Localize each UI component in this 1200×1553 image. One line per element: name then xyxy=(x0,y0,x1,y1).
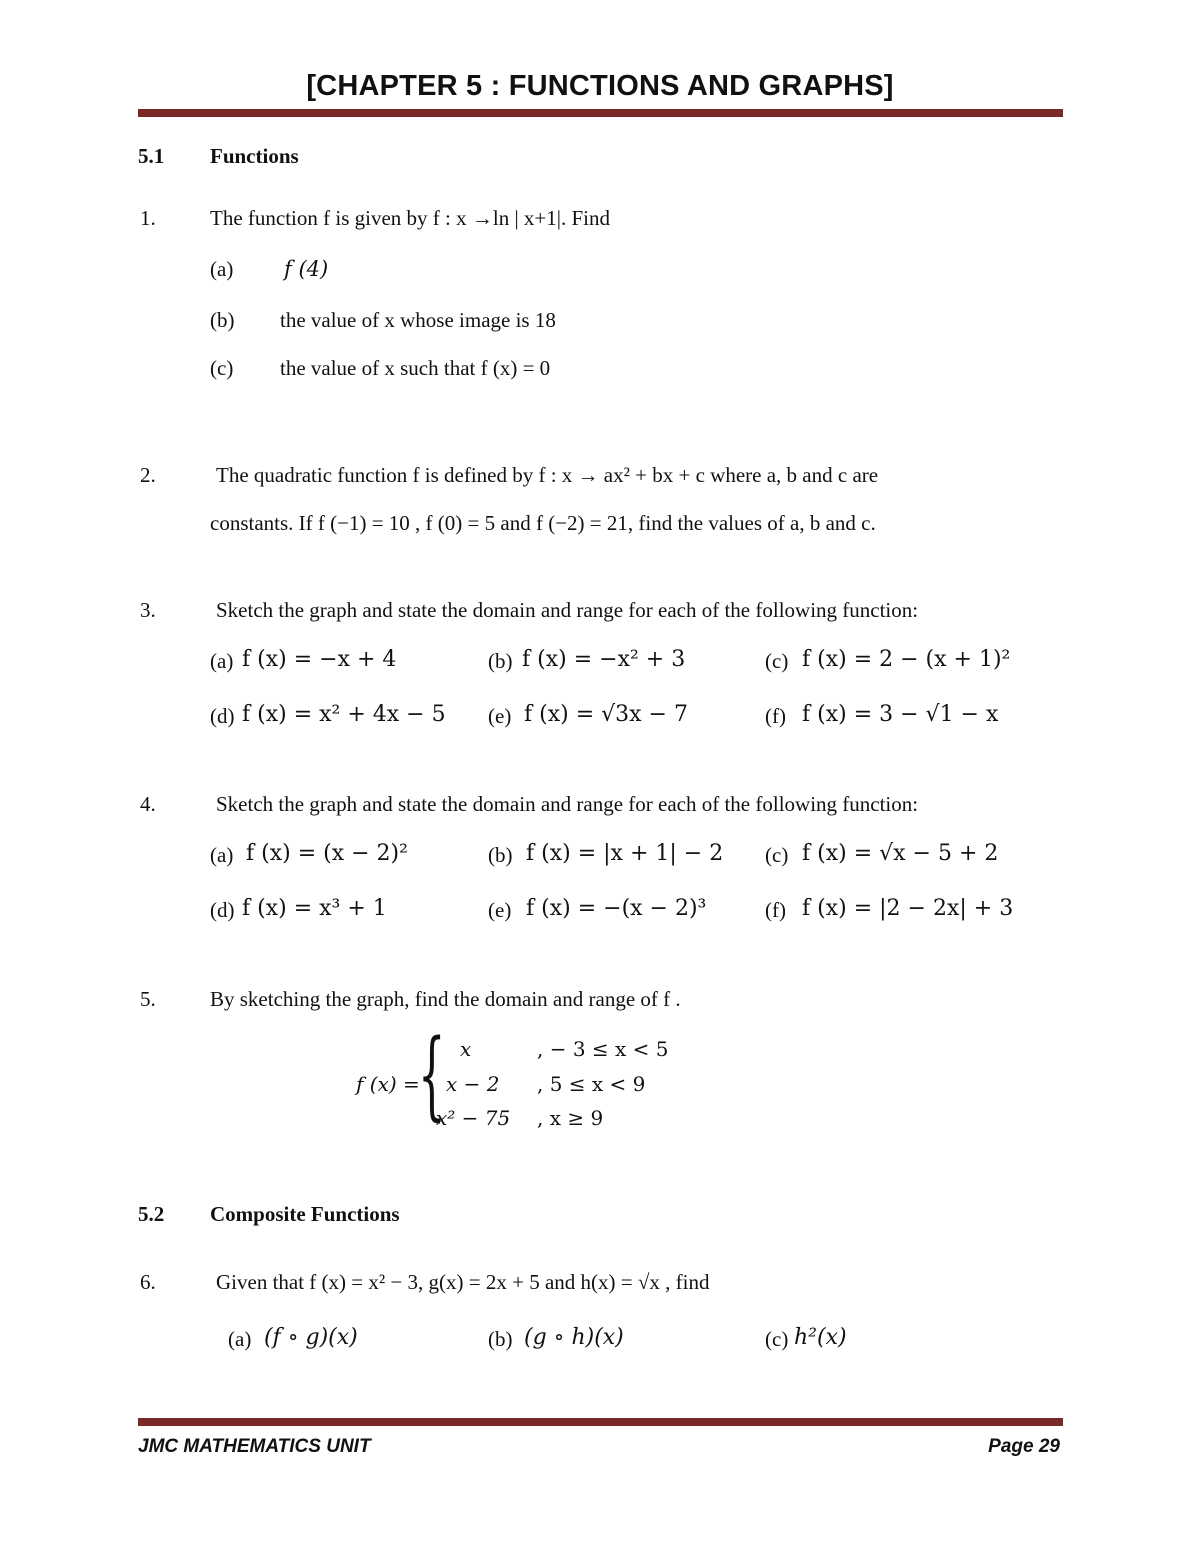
part-label: (b) xyxy=(488,1327,513,1351)
page-number: Page 29 xyxy=(988,1436,1060,1457)
part-expression: f (x) = 2 − (x + 1)² xyxy=(802,647,1011,672)
part-label: (a) xyxy=(210,257,234,281)
part-expression: f (x) = (x − 2)² xyxy=(246,841,408,866)
section-title: Composite Functions xyxy=(210,1202,400,1226)
section-number: 5.2 xyxy=(138,1202,165,1226)
part-text: the value of x whose image is 18 xyxy=(280,308,556,332)
header-divider xyxy=(138,109,1063,117)
question-stem: Sketch the graph and state the domain and range for each of the following function: xyxy=(216,598,919,622)
question-stem: Sketch the graph and state the domain and range for each of the following function: xyxy=(216,792,919,816)
part-expression: f (x) = x³ + 1 xyxy=(242,896,387,921)
piecewise-case-expression: x xyxy=(460,1037,472,1061)
question-stem: The quadratic function f is defined by f : x → ax² + bx + c where a, b and c are xyxy=(216,463,879,487)
part-label: (a) xyxy=(228,1327,252,1351)
piecewise-case-condition: , x ≥ 9 xyxy=(537,1106,604,1130)
part-label: (f) xyxy=(765,898,786,922)
part-label: (c) xyxy=(765,649,789,673)
question-number: 6. xyxy=(140,1270,156,1294)
part-expression: f (x) = |x + 1| − 2 xyxy=(526,841,724,866)
question-number: 3. xyxy=(140,598,156,622)
part-label: (d) xyxy=(210,898,235,922)
question-stem: By sketching the graph, find the domain and range of f . xyxy=(210,987,681,1011)
part-expression: f (x) = 3 − √1 − x xyxy=(802,702,999,727)
piecewise-case-condition: , 5 ≤ x < 9 xyxy=(537,1072,646,1096)
part-label: (c) xyxy=(765,843,789,867)
part-expression: f (x) = −(x − 2)³ xyxy=(526,896,707,921)
piecewise-case-expression: x² − 75 xyxy=(436,1106,511,1130)
question-stem: Given that f (x) = x² − 3, g(x) = 2x + 5 and h(x) = √x , find xyxy=(216,1270,710,1294)
question-stem-continued: constants. If f (−1) = 10 , f (0) = 5 and f (−2) = 21, find the values of a, b and c. xyxy=(210,511,876,535)
part-expression: h²(x) xyxy=(794,1325,847,1350)
left-brace-symbol: { xyxy=(418,1019,446,1131)
part-label: (e) xyxy=(488,898,512,922)
question-stem: The function f is given by f : x →ln | x+1|. Find xyxy=(210,206,610,230)
question-number: 2. xyxy=(140,463,156,487)
footer-unit-name: JMC MATHEMATICS UNIT xyxy=(138,1436,371,1457)
footer-divider xyxy=(138,1418,1063,1426)
part-label: (c) xyxy=(210,356,234,380)
question-number: 4. xyxy=(140,792,156,816)
part-label: (b) xyxy=(488,843,513,867)
part-expression: f (x) = −x² + 3 xyxy=(522,647,686,672)
part-expression: f (x) = |2 − 2x| + 3 xyxy=(802,896,1014,921)
part-expression: f (x) = −x + 4 xyxy=(242,647,397,672)
part-expression: f (x) = √3x − 7 xyxy=(524,702,688,727)
part-label: (a) xyxy=(210,843,234,867)
piecewise-lhs: f (x) = xyxy=(356,1072,420,1096)
part-label: (a) xyxy=(210,649,234,673)
section-number: 5.1 xyxy=(138,144,165,168)
part-expression: (g ∘ h)(x) xyxy=(524,1325,624,1350)
page-title: [CHAPTER 5 : FUNCTIONS AND GRAPHS] xyxy=(306,70,894,102)
part-label: (d) xyxy=(210,704,235,728)
part-text: f (4) xyxy=(284,257,329,281)
question-number: 5. xyxy=(140,987,156,1011)
part-text: the value of x such that f (x) = 0 xyxy=(280,356,551,380)
part-label: (b) xyxy=(488,649,513,673)
part-expression: (f ∘ g)(x) xyxy=(264,1325,358,1350)
question-number: 1. xyxy=(140,206,156,230)
part-label: (c) xyxy=(765,1327,789,1351)
part-label: (e) xyxy=(488,704,512,728)
part-label: (f) xyxy=(765,704,786,728)
section-title: Functions xyxy=(210,144,299,168)
piecewise-case-expression: x − 2 xyxy=(446,1072,500,1096)
part-expression: f (x) = x² + 4x − 5 xyxy=(242,702,446,727)
piecewise-case-condition: , − 3 ≤ x < 5 xyxy=(537,1037,669,1061)
part-label: (b) xyxy=(210,308,235,332)
part-expression: f (x) = √x − 5 + 2 xyxy=(802,841,999,866)
